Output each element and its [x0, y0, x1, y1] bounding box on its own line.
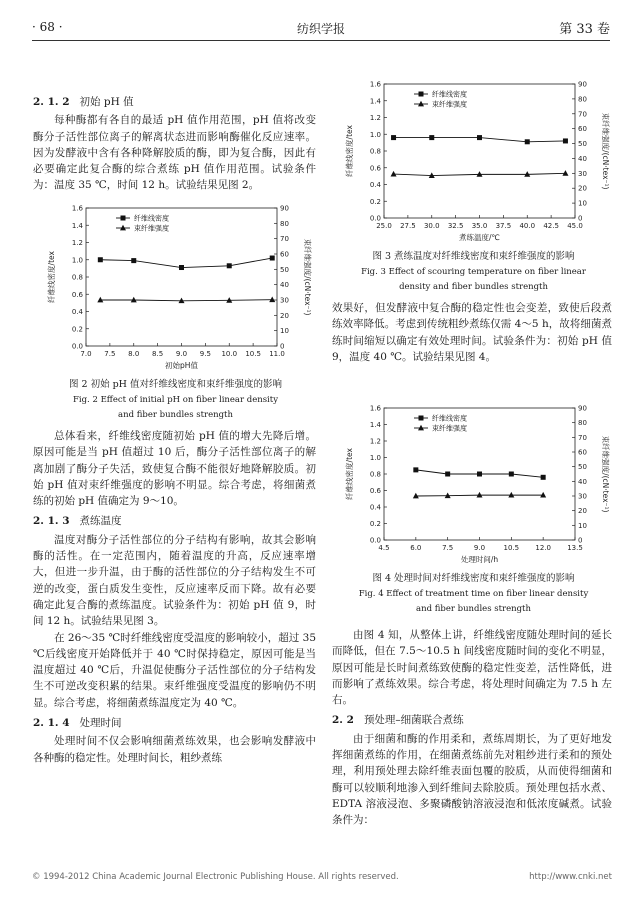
y-tick-label: 0.4	[369, 181, 381, 189]
figure-caption-cn: 图 4 处理时间对纤维线密度和束纤维强度的影响	[372, 573, 575, 584]
y2-tick-label: 40	[578, 154, 587, 163]
y-axis-label: 纤维线密度/tex	[345, 448, 354, 500]
y2-tick-label: 0	[280, 342, 285, 351]
data-point	[509, 472, 514, 477]
x-tick-label: 13.5	[567, 544, 583, 552]
fig4-chart	[336, 400, 611, 570]
x-tick-label: 8.0	[128, 350, 140, 358]
data-point	[391, 135, 396, 140]
y2-tick-label: 20	[578, 184, 587, 193]
legend-label: 纤维线密度	[134, 214, 169, 223]
y-axis-label: 纤维线密度/tex	[47, 251, 56, 303]
y2-tick-label: 90	[578, 80, 587, 89]
y2-tick-label: 80	[280, 219, 289, 228]
legend-label: 束纤维强度	[134, 224, 169, 233]
right-column-bottom	[332, 627, 612, 829]
right-column-middle	[332, 300, 612, 365]
fig2-chart	[38, 200, 313, 376]
x-tick-label: 9.5	[199, 350, 211, 358]
section-title: 初始 pH 值	[79, 96, 134, 108]
y2-tick-label: 10	[578, 199, 587, 208]
figure-caption-en: and fiber bundles strength	[416, 604, 531, 614]
legend-label: 束纤维强度	[432, 100, 467, 109]
y-tick-label: 1.2	[369, 114, 381, 122]
data-point	[98, 257, 103, 262]
y-tick-label: 1.2	[71, 239, 83, 247]
data-point	[131, 258, 136, 263]
y2-tick-label: 90	[280, 204, 289, 213]
x-tick-label: 42.5	[543, 222, 559, 230]
x-tick-label: 7.5	[104, 350, 116, 358]
x-axis-label: 初始pH值	[165, 361, 198, 370]
figure-4	[336, 400, 611, 616]
y2-tick-label: 10	[280, 327, 289, 336]
y2-tick-label: 10	[578, 521, 587, 530]
paragraph: 总体看来，纤维线密度随初始 pH 值的增大先降后增。原因可能是当 pH 值超过 10 后，酶分子活性部位离子的解离加剧了酶分子失活，致使复合酶不能很好地降解胶质。初始 pH 值对束纤维强度的影响不明显。综合考虑，将细菌煮练的初始 pH 值确定为 9～10。	[33, 430, 316, 508]
paragraph: 由于细菌和酶的作用柔和，煮练周期长，为了更好地发挥细菌煮练的作用，在细菌煮练前先对粗纱进行柔和的预处理，利用预处理去除纤维表面包覆的胶质，从而使得细菌和酶可以较顺利地渗入到纤维间去除胶质。预处理包括水煮、EDTA 溶液浸泡、多聚磷酸钠溶液浸泡和低浓度碱煮。试验条件为：	[332, 732, 612, 827]
page-header	[32, 18, 610, 40]
section-number: 2. 2	[332, 714, 354, 727]
y-tick-label: 0.0	[369, 536, 381, 545]
y-tick-label: 1.0	[71, 256, 83, 265]
y2-tick-label: 30	[280, 296, 289, 305]
y-tick-label: 0.8	[369, 147, 381, 156]
copyright-text: © 1994-2012 China Academic Journal Electronic Publishing House. All rights reserved.	[32, 872, 399, 882]
legend-marker	[419, 416, 424, 421]
figure-caption-cn: 图 2 初始 pH 值对纤维线密度和束纤维强度的影响	[69, 379, 282, 390]
x-tick-label: 10.0	[221, 350, 238, 358]
legend-label: 纤维线密度	[432, 90, 467, 99]
section-title: 预处理–细菌联合煮练	[363, 714, 464, 727]
y-tick-label: 1.0	[369, 454, 381, 462]
y2-axis-label: 束纤维强度/(cN·tex⁻¹)	[601, 435, 610, 513]
data-point	[525, 139, 530, 144]
x-tick-label: 25.0	[376, 222, 392, 230]
legend-marker	[121, 216, 126, 221]
y2-tick-label: 0	[578, 214, 583, 223]
y-tick-label: 0.6	[369, 487, 381, 495]
y-tick-label: 1.4	[369, 421, 381, 429]
y2-tick-label: 50	[578, 140, 587, 149]
y-tick-label: 0.4	[369, 503, 381, 512]
legend-label: 束纤维强度	[432, 424, 467, 433]
y-tick-label: 1.2	[369, 437, 381, 446]
x-tick-label: 6.0	[410, 544, 422, 552]
y2-tick-label: 40	[578, 477, 587, 486]
series-line	[100, 258, 272, 267]
section-number: 2. 1. 3	[33, 515, 70, 528]
y-tick-label: 0.0	[71, 342, 83, 351]
series-line	[100, 300, 272, 301]
x-tick-label: 32.5	[447, 222, 464, 230]
data-point	[477, 472, 482, 477]
data-point	[227, 263, 232, 268]
x-tick-label: 40.0	[519, 222, 536, 230]
y2-tick-label: 60	[280, 250, 289, 259]
x-tick-label: 8.5	[152, 350, 164, 358]
left-column-bottom	[33, 428, 316, 766]
data-point	[477, 135, 482, 140]
x-tick-label: 7.5	[442, 544, 454, 552]
y-tick-label: 0.6	[369, 164, 381, 173]
y2-axis-label: 束纤维强度/(cN·tex⁻¹)	[601, 112, 610, 190]
header-rule	[32, 40, 610, 41]
y2-tick-label: 30	[578, 169, 587, 178]
y-tick-label: 0.8	[71, 273, 83, 282]
fig3-chart	[336, 76, 611, 248]
y2-tick-label: 50	[578, 463, 587, 472]
y2-tick-label: 90	[578, 404, 587, 413]
data-point	[445, 472, 450, 477]
y2-axis-label: 束纤维强度/(cN·tex⁻¹)	[303, 238, 312, 316]
y-tick-label: 1.6	[369, 404, 381, 413]
y-tick-label: 0.8	[369, 470, 381, 479]
section-2-1-4	[33, 715, 316, 731]
y2-tick-label: 60	[578, 125, 587, 134]
x-tick-label: 45.0	[567, 222, 583, 230]
paragraph: 效果好，但发酵液中复合酶的稳定性也会变差，致使后段煮练效率降低。考虑到传统粗纱煮练仅需 4～5 h，故将细菌煮练时间缩短以确定有效处理时间。试验条件为：初始 pH 值 9，温度 40 ℃。试验结果见图 4。	[332, 302, 612, 363]
data-point	[429, 135, 434, 140]
y-tick-label: 0.6	[71, 290, 83, 299]
section-number: 2. 1. 4	[33, 717, 70, 730]
x-tick-label: 10.5	[245, 350, 261, 358]
section-title: 煮练温度	[79, 515, 122, 528]
section-number: 2. 1. 2	[33, 96, 70, 108]
figure-caption-en: and fiber bundles strength	[118, 410, 233, 420]
y-tick-label: 1.4	[369, 97, 381, 106]
figure-3	[336, 76, 611, 294]
section-2-1-2	[33, 94, 316, 110]
paragraph: 由图 4 知，从整体上讲，纤维线密度随处理时间的延长而降低，但在 7.5～10.5 h 间线密度随时间的变化不明显，原因可能是长时间煮练致使酶的稳定性变差，活性降低，进而影响了煮练效果。综合考虑，将处理时间确定为 7.5 h 左右。	[332, 629, 612, 707]
paragraph: 温度对酶分子活性部位的分子结构有影响，故其会影响酶的活性。在一定范围内，随着温度的升高，反应速率增大，但进一步升温，由于酶的活性部位的分子结构发生不可逆的改变，蛋白质发生变性，反应速率反而下降。故有必要确定此复合酶的煮练温度。试验条件为：初始 pH 值 9，时间 12 h。试验结果见图 3。	[33, 533, 316, 628]
data-point	[562, 170, 568, 176]
paragraph: 在 26～35 ℃时纤维线密度受温度的影响较小，超过 35 ℃后线密度开始降低并于 40 ℃时保持稳定，原因可能是当温度超过 40 ℃后，升温促使酶分子活性部位的分子结构发生不可逆改变积累的结果。束纤维强度受温度的影响仍不明显。综合考虑，将细菌煮练温度定为 40 ℃。	[33, 631, 316, 709]
data-point	[541, 475, 546, 480]
y-tick-label: 0.0	[369, 214, 381, 223]
figure-caption-cn: 图 3 煮练温度对纤维线密度和束纤维强度的影响	[372, 251, 575, 262]
legend-marker	[419, 92, 424, 97]
section-title: 处理时间	[79, 717, 122, 730]
x-tick-label: 35.0	[471, 222, 488, 230]
left-column-top	[33, 90, 316, 194]
y2-tick-label: 70	[578, 110, 587, 119]
x-tick-label: 9.0	[175, 350, 188, 358]
x-tick-label: 12.0	[535, 544, 551, 552]
x-axis-label: 煮练温度/℃	[459, 233, 500, 242]
y-tick-label: 0.4	[71, 308, 83, 316]
figure-caption-en: density and fiber bundles strength	[399, 282, 548, 292]
volume-label: 第 33 卷	[559, 22, 610, 37]
y2-tick-label: 80	[578, 95, 587, 104]
paragraph: 处理时间不仅会影响细菌煮练效果，也会影响发酵液中各种酶的稳定性。处理时间长，粗纱煮练	[33, 735, 316, 764]
y2-tick-label: 20	[280, 311, 289, 320]
y-tick-label: 1.0	[369, 130, 381, 139]
data-point	[270, 256, 275, 261]
y2-tick-label: 70	[280, 235, 289, 244]
y2-tick-label: 60	[578, 448, 587, 457]
y-tick-label: 1.6	[369, 80, 381, 89]
x-tick-label: 37.5	[495, 222, 512, 230]
x-tick-label: 4.5	[378, 544, 390, 552]
y2-tick-label: 80	[578, 419, 587, 428]
y2-tick-label: 30	[578, 492, 587, 501]
journal-name: 纺织学报	[296, 22, 345, 36]
legend-label: 纤维线密度	[432, 414, 467, 423]
data-point	[391, 171, 397, 177]
section-2-2	[332, 712, 612, 728]
data-point	[179, 265, 184, 270]
x-tick-label: 11.0	[269, 350, 285, 358]
y-tick-label: 1.6	[71, 204, 83, 213]
data-point	[413, 467, 418, 472]
y-axis-label: 纤维线密度/tex	[345, 125, 354, 177]
footer-url: http://www.cnki.net	[529, 872, 612, 882]
paragraph: 每种酶都有各自的最适 pH 值作用范围，pH 值将改变酶分子活性部位离子的解离状态进而影响酶催化反应速率。因为发酵液中含有各种降解胶质的酶，即为复合酶，因此有必要确定此复合酶的综合煮练 pH 值作用范围。试验条件为：温度 35 ℃，时间 12 h。试验结果见图 2。	[33, 114, 316, 192]
figure-caption-en: Fig. 4 Effect of treatment time on fiber linear density	[358, 589, 589, 599]
y-tick-label: 0.2	[369, 197, 381, 206]
y-tick-label: 0.2	[369, 520, 381, 528]
y-tick-label: 1.4	[71, 221, 83, 230]
page-footer	[32, 872, 612, 882]
data-point	[563, 138, 568, 143]
x-tick-label: 9.0	[473, 544, 486, 552]
x-tick-label: 27.5	[400, 222, 416, 230]
y-tick-label: 0.2	[71, 325, 83, 334]
x-tick-label: 30.0	[423, 222, 440, 230]
figure-caption-en: Fig. 3 Effect of scouring temperature on fiber linear	[361, 267, 586, 277]
figure-caption-en: Fig. 2 Effect of initial pH on fiber linear density	[73, 395, 278, 405]
plot-frame	[384, 84, 575, 218]
y2-tick-label: 50	[280, 265, 289, 274]
y2-tick-label: 20	[578, 507, 587, 516]
plot-frame	[86, 208, 277, 346]
y2-tick-label: 70	[578, 433, 587, 442]
y2-tick-label: 40	[280, 281, 289, 290]
section-2-1-3	[33, 513, 316, 529]
x-tick-label: 7.0	[80, 350, 92, 358]
figure-2	[38, 200, 313, 422]
x-axis-label: 处理时间/h	[460, 555, 499, 564]
x-tick-label: 10.5	[503, 544, 520, 552]
page-number: · 68 ·	[32, 20, 63, 34]
y2-tick-label: 0	[578, 536, 583, 545]
